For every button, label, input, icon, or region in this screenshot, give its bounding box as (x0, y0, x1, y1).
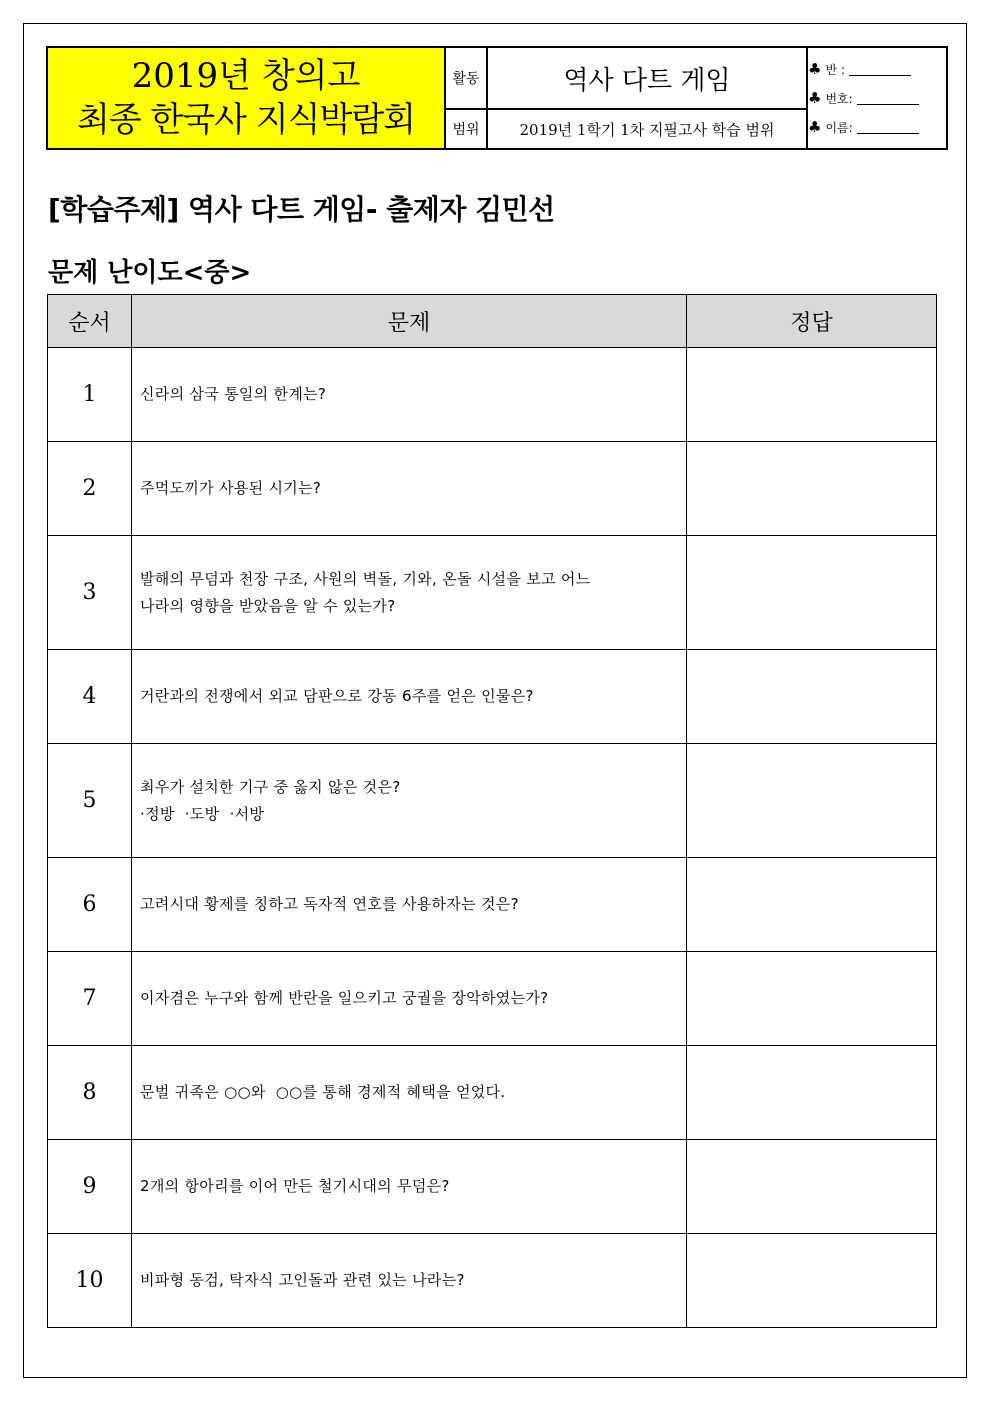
answer-cell[interactable] (687, 348, 937, 442)
name-label: 이름: (825, 120, 853, 135)
class-label: 반 : (825, 62, 845, 77)
question-text: 나라의 영향을 받았음을 알 수 있는가? (140, 596, 396, 615)
row-number: 2 (48, 442, 132, 536)
question-cell (132, 1140, 687, 1234)
answer-cell[interactable] (687, 1046, 937, 1140)
question-cell (132, 650, 687, 744)
answer-cell[interactable] (687, 858, 937, 952)
event-title (47, 47, 445, 149)
answer-cell[interactable] (687, 1234, 937, 1328)
question-cell (132, 744, 687, 858)
topic-heading: [학습주제] 역사 다트 게임- 출제자 김민선 (48, 193, 555, 226)
question-cell (132, 952, 687, 1046)
answer-cell[interactable] (687, 442, 937, 536)
row-number: 3 (48, 536, 132, 650)
table-row (48, 650, 937, 744)
col-header-answer: 정답 (687, 295, 937, 348)
question-text: 최우가 설치한 기구 중 옳지 않은 것은? (140, 777, 401, 796)
row-number: 9 (48, 1140, 132, 1234)
row-number: 6 (48, 858, 132, 952)
row-number: 1 (48, 348, 132, 442)
club-icon: ♣ (808, 89, 822, 107)
activity-label: 활동 (445, 47, 487, 109)
number-blank[interactable] (857, 92, 919, 105)
table-row (48, 442, 937, 536)
table-row (48, 1234, 937, 1328)
event-title-line1: 2019년 창의고 (131, 56, 361, 96)
scope-value: 2019년 1학기 1차 지필고사 학습 범위 (487, 109, 807, 149)
question-text: 고려시대 황제를 칭하고 독자적 연호를 사용하자는 것은? (140, 895, 519, 913)
question-cell (132, 1234, 687, 1328)
club-icon: ♣ (808, 118, 822, 136)
question-text: 비파형 동검, 탁자식 고인돌과 관련 있는 나라는? (140, 1271, 465, 1289)
question-cell (132, 442, 687, 536)
table-row (48, 858, 937, 952)
row-number: 8 (48, 1046, 132, 1140)
question-cell (132, 1046, 687, 1140)
col-header-order: 순서 (48, 295, 132, 348)
question-text: 이자겸은 누구와 함께 반란을 일으키고 궁궐을 장악하였는가? (140, 989, 549, 1007)
number-label: 번호: (825, 91, 853, 106)
row-number: 5 (48, 744, 132, 858)
question-text: 주먹도끼가 사용된 시기는? (140, 479, 322, 497)
answer-cell[interactable] (687, 650, 937, 744)
scope-label: 범위 (445, 109, 487, 149)
class-blank[interactable] (849, 63, 911, 76)
class-field (808, 55, 946, 84)
answer-cell[interactable] (687, 952, 937, 1046)
col-header-question: 문제 (132, 295, 687, 348)
question-cell (132, 536, 687, 650)
table-row (48, 952, 937, 1046)
question-text: 문벌 귀족은 ○○와 ○○를 통해 경제적 혜택을 얻었다. (140, 1083, 506, 1101)
table-row (48, 348, 937, 442)
club-icon: ♣ (808, 60, 822, 78)
header-table (46, 46, 948, 150)
question-cell (132, 348, 687, 442)
question-text: 거란과의 전쟁에서 외교 담판으로 강동 6주를 얻은 인물은? (140, 687, 534, 705)
question-text: 2개의 항아리를 이어 만든 철기시대의 무덤은? (140, 1177, 450, 1195)
answer-cell[interactable] (687, 744, 937, 858)
quiz-table (47, 294, 937, 1328)
table-row (48, 1046, 937, 1140)
quiz-body (48, 348, 937, 1328)
row-number: 7 (48, 952, 132, 1046)
table-row (48, 1140, 937, 1234)
quiz-header-row (48, 295, 937, 348)
table-row (48, 536, 937, 650)
number-field (808, 84, 946, 113)
table-row (48, 744, 937, 858)
question-text: 신라의 삼국 통일의 한계는? (140, 385, 327, 403)
name-blank[interactable] (857, 121, 919, 134)
answer-cell[interactable] (687, 536, 937, 650)
row-number: 10 (48, 1234, 132, 1328)
question-cell (132, 858, 687, 952)
question-text: ·정방 ·도방 ·서방 (140, 804, 265, 823)
difficulty-heading: 문제 난이도<중> (48, 258, 252, 288)
event-title-line2: 최종 한국사 지식박람회 (76, 100, 416, 140)
question-text: 발해의 무덤과 천장 구조, 사원의 벽돌, 기와, 온돌 시설을 보고 어느 (140, 569, 591, 588)
activity-value: 역사 다트 게임 (487, 47, 807, 109)
student-info (807, 47, 947, 149)
row-number: 4 (48, 650, 132, 744)
name-field (808, 113, 946, 142)
answer-cell[interactable] (687, 1140, 937, 1234)
